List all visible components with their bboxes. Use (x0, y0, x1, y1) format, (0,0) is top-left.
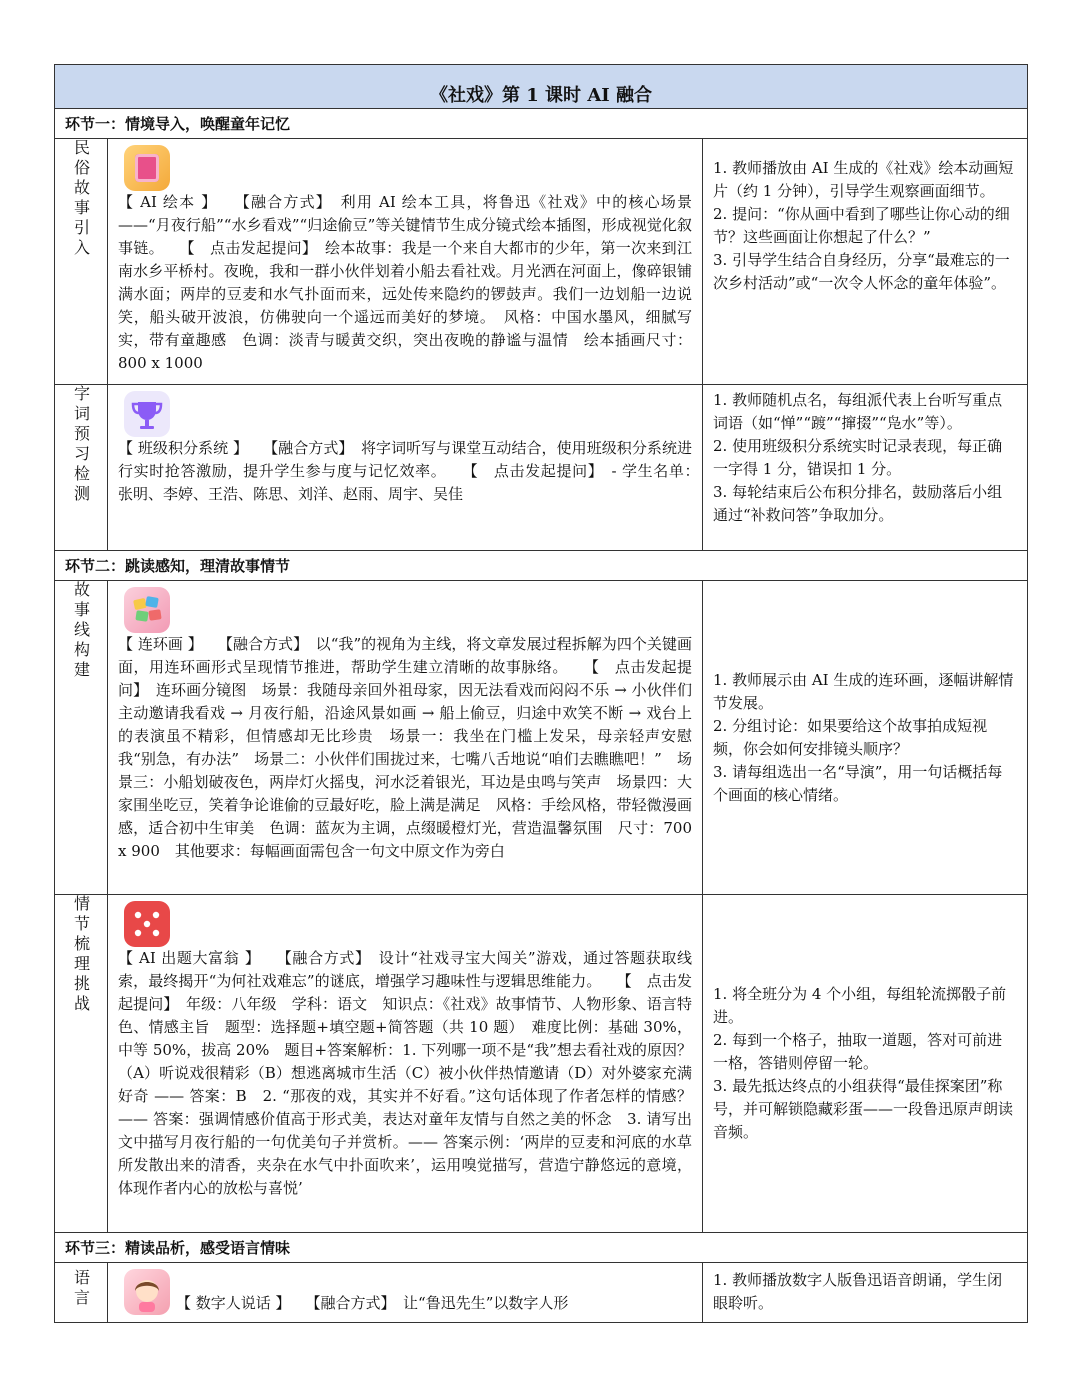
teaching-step: 3. 每轮结束后公布积分排名，鼓励落后小组通过“补救问答”争取加分。 (713, 483, 1003, 524)
lesson-plan-document (54, 64, 1027, 1323)
row-label: 语言 (71, 1269, 91, 1309)
phase-heading-3: 环节三：精读品析，感受语言情味 (55, 1233, 1028, 1263)
teaching-step: 2. 每到一个格子，抽取一道题，答对可前进一格，答错则停留一轮。 (713, 1031, 1003, 1072)
teaching-steps-cell (703, 385, 1028, 551)
ai-tool-description: 【 班级积分系统 】 【融合方式】 将字词听写与课堂互动结合，使用班级积分系统进行实时抢答激励，提升学生参与度与记忆效率。 【 点击发起提问】 - 学生名单： 张明、李婷、王浩、陈思、刘洋、赵雨、周宇、吴佳 (118, 439, 708, 503)
row-label-cell (55, 385, 108, 551)
ai-tool-cell (108, 895, 703, 1233)
row-label-cell (55, 139, 108, 385)
ai-tool-description: 【 数字人说话 】 【融合方式】 让“鲁迅先生”以数字人形 (176, 1294, 569, 1312)
row-label-cell (55, 895, 108, 1233)
teaching-steps-cell (703, 139, 1028, 385)
teaching-step: 3. 引导学生结合自身经历，分享“最难忘的一次乡村活动”或“一次令人怀念的童年体验”。 (713, 251, 1010, 292)
document-title: 《社戏》第 1 课时 AI 融合 (55, 65, 1028, 109)
row-label: 字词预习检测 (71, 385, 91, 505)
teaching-step: 3. 最先抵达终点的小组获得“最佳探案团”称号，并可解锁隐藏彩蛋——一段鲁迅原声朗读音频。 (713, 1077, 1014, 1141)
lesson-plan-table (54, 64, 1028, 1323)
teaching-step: 1. 教师播放数字人版鲁迅语音朗诵，学生闭眼聆听。 (713, 1271, 1003, 1312)
row-label-cell (55, 581, 108, 895)
teaching-step: 1. 将全班分为 4 个小组，每组轮流掷骰子前进。 (713, 985, 1007, 1026)
ai-tool-description: 【 AI 出题大富翁 】 【融合方式】 设计“社戏寻宝大闯关”游戏，通过答题获取线索，最终揭开“为何社戏难忘”的谜底，增强学习趣味性与逻辑思维能力。 【 点击发起提问】 年级：八年级 学科：语文 知识点：《社戏》故事情节、人物形象、语言特色、情感主旨 题型：选择题+填空题+简答题（共 10 题） 难度比例：基础 30%，中等 50%，拔高 20% 题目+答案解析：1. 下列哪一项不是“我”想去看社戏的原因？（A）听说戏很精彩（B）想逃离城市生活（C）被小伙伴热情邀请（D）对外婆家充满好奇 —— 答案：B 2. “那夜的戏，其实并不好看。”这句话体现了作者怎样的情感？—— 答案：强调情感价值高于形式美，表达对童年友情与自然之美的怀念 3. 请写出文中描写月夜行船的一句优美句子并赏析。—— 答案示例：‘两岸的豆麦和河底的水草所发散出来的清香，夹杂在水气中扑面吹来’，运用嗅觉描写，营造宁静悠远的意境，体现作者内心的放松与喜悦’ (118, 949, 692, 1197)
teaching-step: 2. 分组讨论：如果要给这个故事拍成短视频，你会如何安排镜头顺序？ (713, 716, 988, 758)
teaching-step: 2. 使用班级积分系统实时记录表现，每正确一字得 1 分，错误扣 1 分。 (713, 437, 1003, 478)
row-label: 故事线构建 (71, 581, 91, 681)
ai-tool-cell (108, 1263, 703, 1323)
teaching-steps-cell (703, 581, 1028, 895)
phase-heading-1: 环节一：情境导入，唤醒童年记忆 (55, 109, 1028, 139)
trophy-icon (124, 391, 170, 437)
teaching-steps-cell (703, 1263, 1028, 1323)
avatar-icon (124, 1269, 170, 1315)
phase-heading-2: 环节二：跳读感知，理清故事情节 (55, 551, 1028, 581)
ai-tool-cell (108, 139, 703, 385)
ai-tool-cell (108, 385, 708, 551)
teaching-step: 1. 教师播放由 AI 生成的《社戏》绘本动画短片（约 1 分钟），引导学生观察画面细节。 (713, 159, 1014, 200)
ai-tool-description: 【 AI 绘本 】 【融合方式】 利用 AI 绘本工具，将鲁迅《社戏》中的核心场景——“月夜行船”“水乡看戏”“归途偷豆”等关键情节生成分镜式绘本插图，形成视觉化叙事链。 【 点击发起提问】 绘本故事：我是一个来自大都市的少年，第一次来到江南水乡平桥村。夜晚，我和一群小伙伴划着小船去看社戏。月光洒在河面上，像碎银铺满水面；两岸的豆麦和水气扑面而来，远处传来隐约的锣鼓声。我们一边划船一边说笑，船头破开波浪，仿佛驶向一个遥远而美好的梦境。 风格：中国水墨风，细腻写实，带有童趣感 色调：淡青与暖黄交织，突出夜晚的静谧与温情 绘本插画尺寸：800 x 1000 (118, 193, 692, 372)
ai-tool-description: 【 连环画 】 【融合方式】 以“我”的视角为主线，将文章发展过程拆解为四个关键画面，用连环画形式呈现情节推进，帮助学生建立清晰的故事脉络。 【 点击发起提问】 连环画分镜图 场景：我随母亲回外祖母家，因无法看戏而闷闷不乐 → 小伙伴们主动邀请我看戏 → 月夜行船，沿途风景如画 → 船上偷豆，归途中欢笑不断 → 戏台上的表演虽不精彩，但情感却无比珍贵 场景一：我坐在门槛上发呆，母亲轻声安慰我“别急，有办法” 场景二：小伙伴们围拢过来，七嘴八舌地说“咱们去瞧瞧吧！” 场景三：小船划破夜色，两岸灯火摇曳，河水泛着银光，耳边是虫鸣与笑声 场景四：大家围坐吃豆，笑着争论谁偷的豆最好吃，脸上满是满足 风格：手绘风格，带轻微漫画感，适合初中生审美 色调：蓝灰为主调，点缀暖橙灯光，营造温馨氛围 尺寸：700 x 900 其他要求：每幅画面需包含一句文中原文作为旁白 (118, 635, 692, 860)
teaching-step: 1. 教师展示由 AI 生成的连环画，逐幅讲解情节发展。 (713, 670, 1014, 712)
row-label-cell (55, 1263, 108, 1323)
ai-tool-cell (108, 581, 703, 895)
dice-icon (124, 901, 170, 947)
row-label: 民俗故事引入 (71, 139, 91, 259)
teaching-step: 1. 教师随机点名，每组派代表上台听写重点词语（如“惮”“踱”“撺掇”“凫水”等）。 (713, 391, 1003, 432)
teaching-steps-cell (703, 895, 1028, 1233)
teaching-step: 2. 提问：“你从画中看到了哪些让你心动的细节？这些画面让你想起了什么？” (713, 205, 1010, 246)
comic-icon (124, 587, 170, 633)
book-icon (124, 145, 170, 191)
teaching-step: 3. 请每组选出一名“导演”，用一句话概括每个画面的核心情绪。 (713, 762, 1003, 804)
row-label: 情节梳理挑战 (71, 895, 91, 1015)
